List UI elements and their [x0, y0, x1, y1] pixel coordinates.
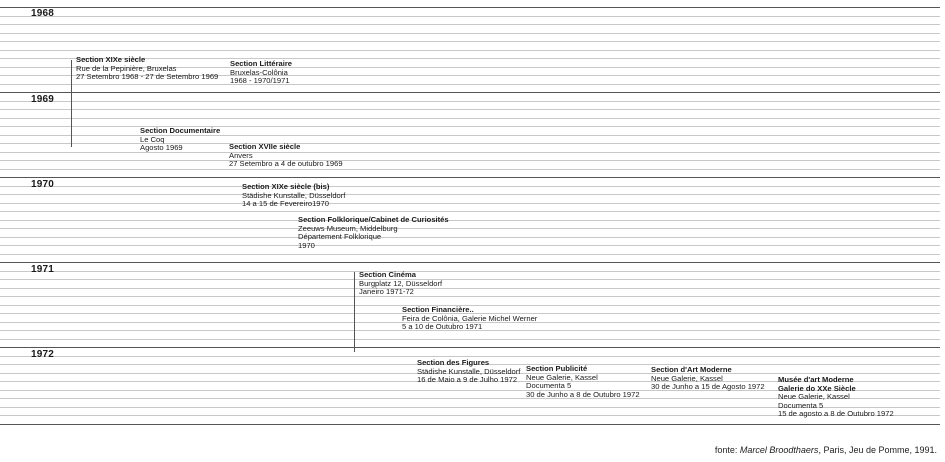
section-detail: Feira de Colônia, Galerie Michel Werner: [402, 313, 538, 323]
section-title: Section Financière..: [402, 305, 474, 314]
section-title: Section d'Art Moderne: [651, 365, 732, 374]
section-cinema: [359, 271, 442, 297]
section-detail: Département Folklorique: [298, 232, 382, 242]
section-detail: Agosto 1969: [140, 143, 183, 153]
grid-line: [0, 160, 940, 161]
section-detail: Städishe Kunstalle, Düsseldorf: [242, 190, 346, 200]
grid-line: [0, 271, 940, 272]
section-title: Section XVIIe siècle: [229, 142, 301, 151]
grid-line: [0, 33, 940, 34]
grid-line: [0, 203, 940, 204]
section-detail: 27 Setembro a 4 de outubro 1969: [229, 159, 343, 169]
section-detail: Anvers: [229, 150, 253, 160]
section-litteraire: [230, 60, 292, 86]
section-documentaire: [140, 127, 220, 153]
grid-line: [0, 84, 940, 85]
section-xviie-siecle: [229, 143, 343, 169]
source-prefix: fonte:: [714, 445, 740, 455]
section-title: Musée d'art Moderne: [778, 375, 854, 384]
section-title: Section Documentaire: [140, 126, 221, 135]
grid-line: [0, 339, 940, 340]
section-folklorique: [298, 216, 449, 250]
grid-line: [0, 288, 940, 289]
source-work: Marcel Broodthaers: [739, 445, 819, 455]
section-detail: Burgplatz 12, Düsseldorf: [359, 278, 443, 288]
grid-line: [0, 228, 940, 229]
section-xixe-siecle-bis: [242, 183, 345, 209]
grid-line: [0, 237, 940, 238]
year-divider-line: [0, 177, 940, 178]
section-detail: 16 de Maio a 9 de Julho 1972: [417, 375, 518, 385]
section-title: Section Publicité: [526, 364, 588, 373]
grid-line: [0, 356, 940, 357]
section-title: Section XIXe siècle: [76, 55, 146, 64]
year-divider-line: [0, 262, 940, 263]
section-title: Section des Figures: [417, 358, 490, 367]
grid-line: [0, 101, 940, 102]
year-label: 1970: [31, 179, 55, 190]
source-suffix: , Paris, Jeu de Pomme, 1991.: [818, 445, 937, 455]
grid-line: [0, 109, 940, 110]
year-label: 1969: [31, 94, 55, 105]
section-title: Section XIXe siècle (bis): [242, 182, 330, 191]
section-title: Section Cinéma: [359, 270, 416, 279]
year-divider-line: [0, 7, 940, 8]
grid-line: [0, 24, 940, 25]
section-detail: Janeiro 1971-72: [359, 287, 414, 297]
section-xixe-siecle: [76, 56, 218, 82]
grid-line: [0, 296, 940, 297]
section-subtitle: Galerie do XXe Siècle: [778, 383, 856, 393]
musee-art-moderne: [778, 376, 894, 419]
year-divider-line: [0, 347, 940, 348]
grid-line: [0, 50, 940, 51]
year-divider-line: [0, 92, 940, 93]
year-divider-line: [0, 424, 940, 425]
source-caption: [715, 445, 937, 455]
section-detail: Städishe Kunstalle, Düsseldorf: [417, 366, 521, 376]
section-detail: Zeeuws Museum, Middelburg: [298, 223, 398, 233]
section-detail: 1970: [298, 240, 315, 250]
grid-line: [0, 41, 940, 42]
section-detail: 1968 - 1970/1971: [230, 76, 290, 86]
grid-line: [0, 194, 940, 195]
section-title: Section Littéraire: [230, 59, 293, 68]
year-label: 1971: [31, 264, 55, 275]
section-detail: Documenta 5: [526, 381, 572, 391]
section-detail: Neue Galerie, Kassel: [526, 372, 598, 382]
section-detail: Bruxelas-Colônia: [230, 67, 288, 77]
section-detail: Documenta 5: [778, 400, 824, 410]
section-detail: Neue Galerie, Kassel: [651, 373, 723, 383]
grid-line: [0, 245, 940, 246]
grid-line: [0, 254, 940, 255]
section-publicite: [526, 365, 640, 399]
section-des-figures: [417, 359, 520, 385]
section-title: Section Folklorique/Cabinet de Curiosités: [298, 215, 449, 224]
grid-line: [0, 169, 940, 170]
grid-line: [0, 118, 940, 119]
grid-line: [0, 16, 940, 17]
section-financiere: [402, 306, 537, 332]
grid-line: [0, 211, 940, 212]
year-label: 1972: [31, 349, 55, 360]
section-detail: 30 de Junho a 8 de Outubro 1972: [526, 389, 640, 399]
section-detail: 27 Setembro 1968 - 27 de Setembro 1969: [76, 72, 219, 82]
section-detail: 5 a 10 de Outubro 1971: [402, 322, 483, 332]
section-detail: Rue de la Pepinière, Bruxelas: [76, 63, 177, 73]
grid-line: [0, 279, 940, 280]
section-detail: 15 de agosto a 8 de Outubro 1972: [778, 409, 894, 419]
grid-line: [0, 186, 940, 187]
section-art-moderne: [651, 366, 765, 392]
connector-1968-1969: [71, 60, 72, 147]
section-detail: Le Coq: [140, 134, 165, 144]
section-detail: Neue Galerie, Kassel: [778, 392, 850, 402]
connector-1971-1972: [354, 272, 355, 352]
section-detail: 14 a 15 de Fevereiro1970: [242, 199, 329, 209]
grid-line: [0, 220, 940, 221]
section-detail: 30 de Junho a 15 de Agosto 1972: [651, 382, 765, 392]
year-label: 1968: [31, 8, 55, 19]
